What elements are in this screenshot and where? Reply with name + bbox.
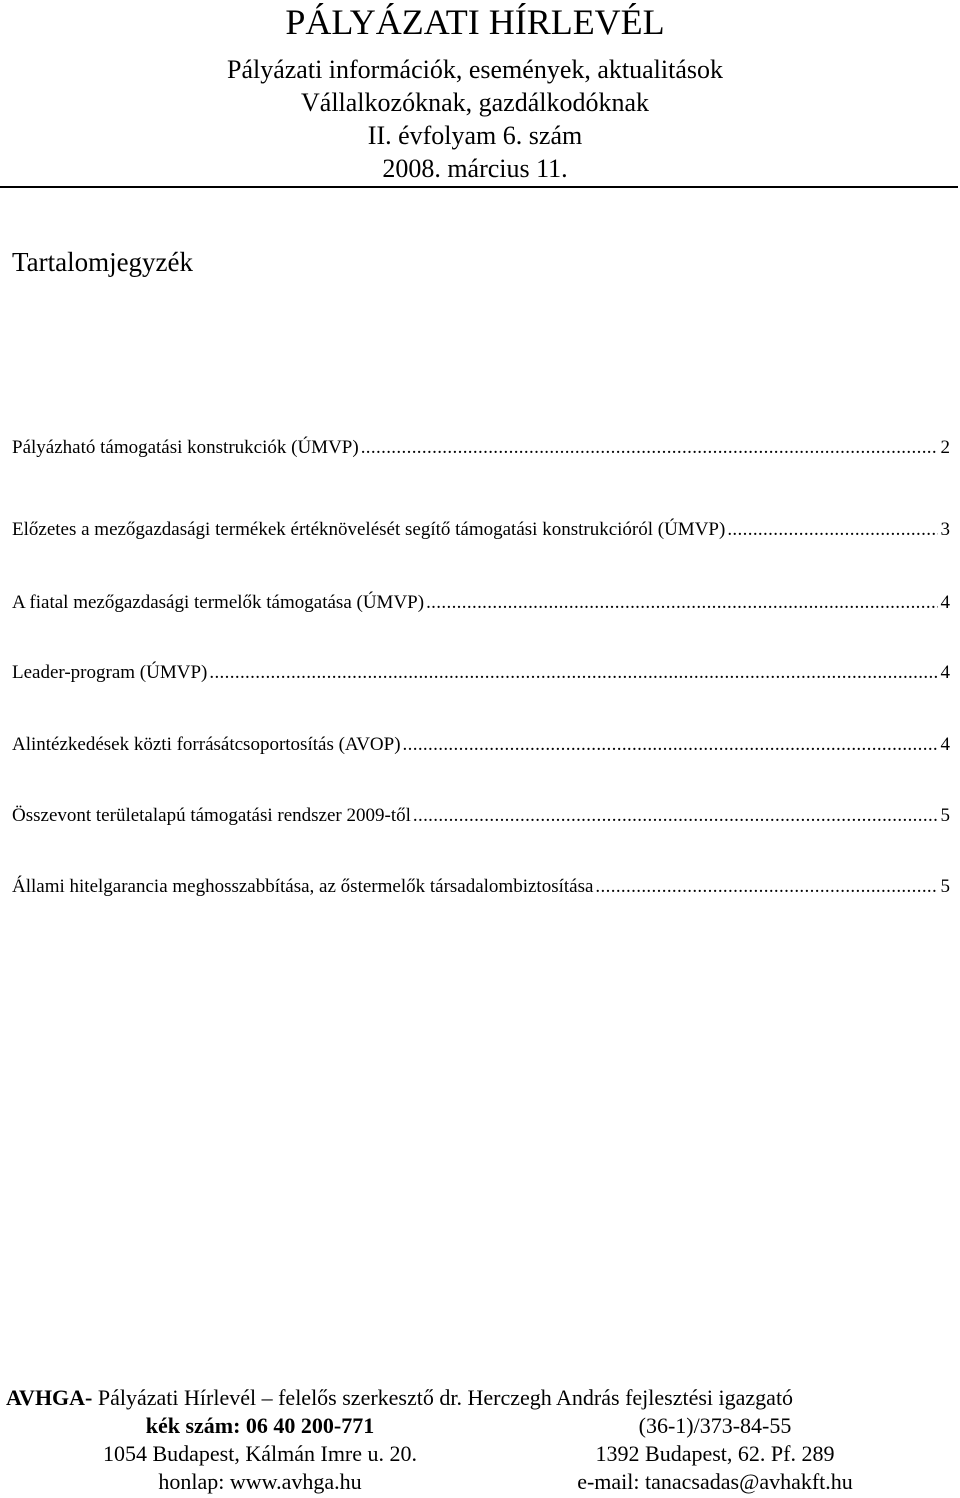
- footer-editor: Pályázati Hírlevél – felelős szerkesztő dr. Herczegh András fejlesztési igazgató: [92, 1385, 794, 1410]
- toc-leader-dots: [727, 518, 937, 542]
- toc-entry[interactable]: [12, 518, 950, 542]
- footer-website-link[interactable]: honlap: www.avhga.hu: [158, 1469, 362, 1494]
- toc-entry-page: 5: [940, 805, 950, 826]
- toc-entry[interactable]: [12, 875, 950, 899]
- newsletter-subtitle: Pályázati információk, események, aktualitások: [227, 55, 723, 84]
- toc-entry-page: 5: [940, 876, 950, 897]
- footer-editor-line: [6, 1384, 793, 1412]
- toc-entry-page: 4: [940, 734, 950, 755]
- header-divider: [0, 186, 958, 188]
- toc-leader-dots: [595, 875, 937, 899]
- toc-leader-dots: [426, 591, 937, 615]
- footer-po-box: 1392 Budapest, 62. Pf. 289: [595, 1441, 835, 1466]
- toc-entry-page: 4: [940, 662, 950, 683]
- footer-org: AVHGA-: [6, 1385, 93, 1410]
- toc-entry-title: Pályázható támogatási konstrukciók (ÚMVP): [12, 437, 359, 458]
- toc-entry-title: Összevont területalapú támogatási rendszer 2009-től: [12, 805, 411, 826]
- toc-entry[interactable]: [12, 591, 950, 615]
- newsletter-title: PÁLYÁZATI HÍRLEVÉL: [285, 2, 665, 42]
- toc-entry[interactable]: [12, 804, 950, 828]
- toc-leader-dots: [413, 804, 938, 828]
- toc-leader-dots: [361, 436, 938, 460]
- toc-entry-title: A fiatal mezőgazdasági termelők támogatása (ÚMVP): [12, 592, 425, 613]
- toc-entry-page: 3: [940, 519, 950, 540]
- toc-entry-page: 2: [940, 437, 950, 458]
- toc-heading: Tartalomjegyzék: [12, 247, 194, 277]
- toc-entry[interactable]: [12, 661, 950, 685]
- toc-leader-dots: [209, 661, 937, 685]
- toc-entry[interactable]: [12, 733, 950, 757]
- toc-entry-title: Alintézkedések közti forrásátcsoportosítás (AVOP): [12, 734, 401, 755]
- toc-entry-title: Állami hitelgarancia meghosszabbítása, az őstermelők társadalombiztosítása: [12, 876, 594, 897]
- footer-address: 1054 Budapest, Kálmán Imre u. 20.: [102, 1441, 418, 1466]
- newsletter-volume: II. évfolyam 6. szám: [367, 121, 583, 150]
- footer-email-link[interactable]: e-mail: tanacsadas@avhakft.hu: [577, 1469, 853, 1494]
- newsletter-date: 2008. március 11.: [382, 154, 568, 183]
- newsletter-audience: Vállalkozóknak, gazdálkodóknak: [301, 88, 649, 117]
- toc-entry-title: Előzetes a mezőgazdasági termékek értéknövelését segítő támogatási konstrukcióról (ÚMVP): [12, 519, 726, 540]
- footer-blue-number: kék szám: 06 40 200-771: [145, 1413, 375, 1438]
- footer-phone: (36-1)/373-84-55: [638, 1413, 792, 1438]
- toc-entry-title: Leader-program (ÚMVP): [12, 662, 208, 683]
- toc-entry[interactable]: [12, 436, 950, 460]
- toc-entry-page: 4: [940, 592, 950, 613]
- toc-leader-dots: [403, 733, 938, 757]
